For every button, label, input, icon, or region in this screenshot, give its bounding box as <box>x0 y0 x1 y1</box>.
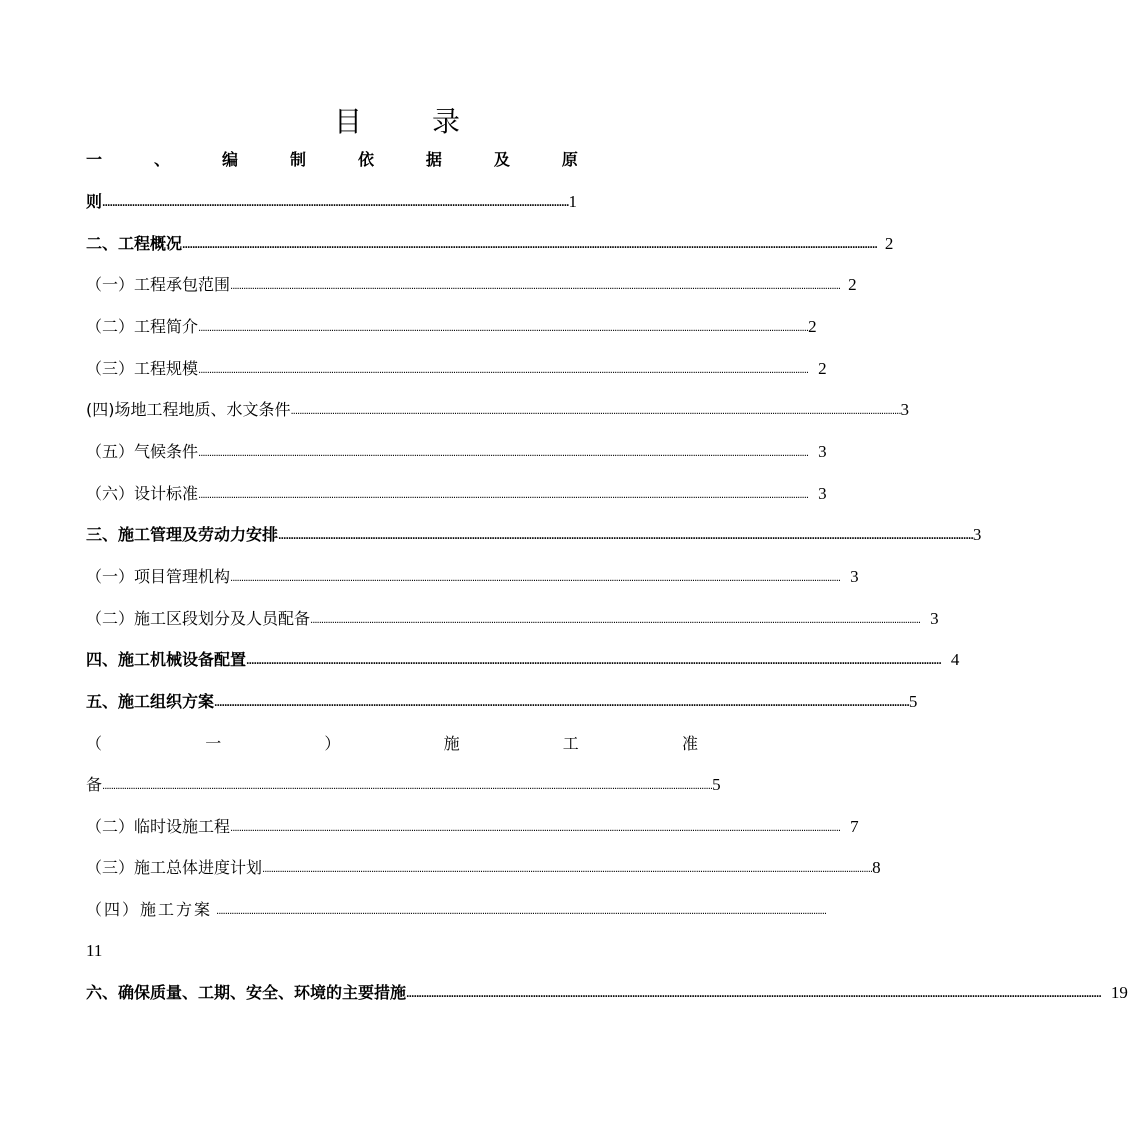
title-char-1: 目 <box>333 105 362 138</box>
leader-dots: ............................................................................................................................................................................................ <box>102 198 569 209</box>
toc-entry-s5[interactable]: 五、施工组织方案 ........................................................................................................................................................................................................................................................................................ 5 <box>86 692 918 711</box>
leader-dots: ........................................................................................................................................................................................................................................................................................ <box>290 406 901 417</box>
toc-entry-s5-4[interactable]: （四）施工方案 ........................................................................................................................................................................................................................................................................................ <box>86 900 827 919</box>
toc-entry-s4[interactable]: 四、施工机械设备配置 ........................................................................................................................................................................................................................................................................................ 4 <box>86 650 960 669</box>
toc-entry-s5-4-page: 11 <box>86 941 103 960</box>
leader-dots: ........................................................................................................................................................................................................................................................................................ <box>230 281 841 292</box>
toc-entry-s2-6[interactable]: （六）设计标准 ........................................................................................................................................................................................................................................................................................ 3 <box>86 484 827 503</box>
leader-dots: ........................................................................................................................................................................................................................................................................................ <box>198 490 809 501</box>
leader-dots: ........................................................................................................................................................................................................................................................................................ <box>230 573 841 584</box>
leader-dots: ........................................................................................................................................................................................................................................................................................ <box>182 240 877 251</box>
leader-dots: ........................................................................................................................................................................................................................................................................................ <box>246 656 941 667</box>
toc-entry-s3-2[interactable]: （二）施工区段划分及人员配备 ........................................................................................................................................................................................................................................................................................ 3 <box>86 609 939 628</box>
toc-entry-s2[interactable]: 二、工程概况 ........................................................................................................................................................................................................................................................................................ 2 <box>86 234 894 253</box>
toc-entry-s1-line1[interactable]: 一 、 编 制 依 据 及 原 <box>86 150 578 169</box>
toc-entry-s2-3[interactable]: （三）工程规模 ........................................................................................................................................................................................................................................................................................ 2 <box>86 359 827 378</box>
toc-entry-s3-1[interactable]: （一）项目管理机构 ........................................................................................................................................................................................................................................................................................ 3 <box>86 567 859 586</box>
leader-dots: ........................................................................................................................................................................................................................................................................................ <box>278 531 973 542</box>
toc-entry-s1-line2[interactable]: 则 ............................................................................................................................................................................................ 1 <box>86 192 578 211</box>
toc-entry-s2-1[interactable]: （一）工程承包范围 ........................................................................................................................................................................................................................................................................................ 2 <box>86 275 857 294</box>
toc-entry-s5-1-line1[interactable]: （ 一 ） 施 工 准 <box>86 734 698 753</box>
toc-entry-s5-2[interactable]: （二）临时设施工程 ........................................................................................................................................................................................................................................................................................ 7 <box>86 817 859 836</box>
toc-entry-s5-1-line2[interactable]: 备 ........................................................................................................................................................................................................................................................................................ 5 <box>86 775 721 794</box>
leader-dots: ........................................................................................................................................................................................................................................................................................ <box>262 864 873 875</box>
toc-entry-s2-4[interactable]: (四)场地工程地质、水文条件 ........................................................................................................................................................................................................................................................................................ 3 <box>86 400 910 419</box>
page-title <box>0 100 794 140</box>
toc-entry-s2-5[interactable]: （五）气候条件 ........................................................................................................................................................................................................................................................................................ 3 <box>86 442 827 461</box>
leader-dots: ........................................................................................................................................................................................................................................................................................ <box>216 906 827 917</box>
toc-entry-s3[interactable]: 三、施工管理及劳动力安排 ........................................................................................................................................................................................................................................................................................ 3 <box>86 525 982 544</box>
leader-dots: ........................................................................................................................................................................................................................................................................................ <box>214 698 909 709</box>
leader-dots: ........................................................................................................................................................................................................................................................................................ <box>406 989 1101 1000</box>
title-char-2: 录 <box>432 105 461 138</box>
leader-dots: ........................................................................................................................................................................................................................................................................................ <box>102 781 713 792</box>
leader-dots: ........................................................................................................................................................................................................................................................................................ <box>310 615 921 626</box>
toc-entry-s6[interactable]: 六、确保质量、工期、安全、环境的主要措施 ........................................................................................................................................................................................................................................................................................ 19 <box>86 983 1128 1002</box>
toc-entry-s2-2[interactable]: （二）工程简介 ........................................................................................................................................................................................................................................................................................ 2 <box>86 317 817 336</box>
leader-dots: ........................................................................................................................................................................................................................................................................................ <box>198 448 809 459</box>
leader-dots: ........................................................................................................................................................................................................................................................................................ <box>230 823 841 834</box>
leader-dots: ........................................................................................................................................................................................................................................................................................ <box>198 365 809 376</box>
leader-dots: ........................................................................................................................................................................................................................................................................................ <box>198 323 809 334</box>
toc-entry-s5-3[interactable]: （三）施工总体进度计划 ........................................................................................................................................................................................................................................................................................ 8 <box>86 858 881 877</box>
